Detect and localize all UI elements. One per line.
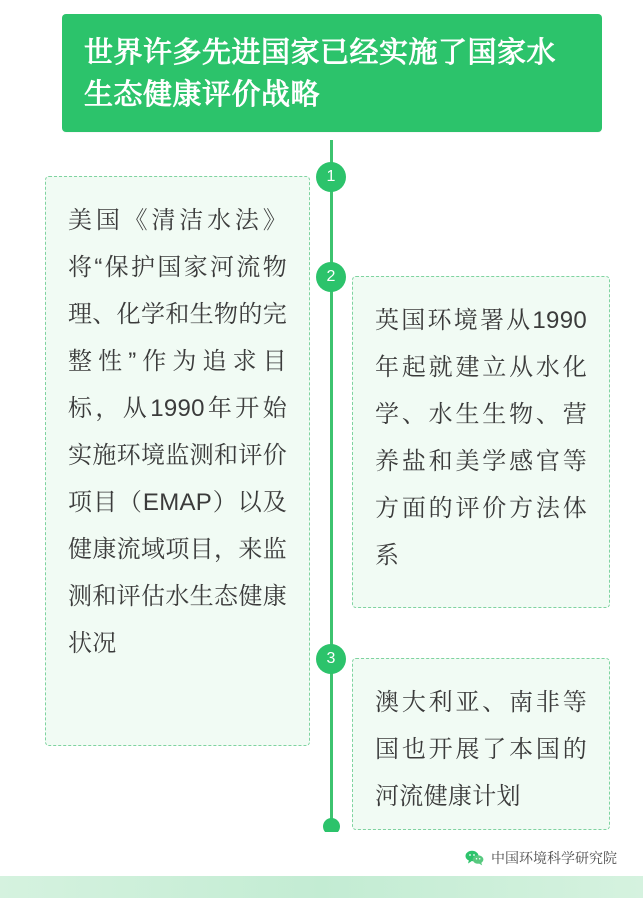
- timeline-card-1: [45, 176, 310, 746]
- page-title: 世界许多先进国家已经实施了国家水生态健康评价战略: [84, 37, 557, 111]
- footer-account: [465, 848, 617, 868]
- timeline-marker-1: 1: [316, 162, 346, 192]
- timeline-marker-2: 2: [316, 262, 346, 292]
- header-banner: [62, 14, 602, 132]
- timeline-marker-3: 3: [316, 644, 346, 674]
- footer-decorative-band: [0, 876, 643, 898]
- timeline-card-1-text: 美国《清洁水法》将“保护国家河流物理、化学和生物的完整性”作为追求目标，从1990年开始实施环境监测和评价项目（EMAP）以及健康流域项目，来监测和评估水生态健康状况: [68, 207, 287, 657]
- page-left-edge: [0, 0, 26, 898]
- timeline-card-2: [352, 276, 610, 608]
- page-footer: [0, 832, 643, 898]
- wechat-icon: [465, 850, 484, 866]
- timeline-card-3-text: 澳大利亚、南非等国也开展了本国的河流健康计划: [375, 689, 587, 810]
- timeline-card-2-text: 英国环境署从1990年起就建立从水化学、水生生物、营养盐和美学感官等方面的评价方法体系: [375, 307, 587, 569]
- timeline-card-3: [352, 658, 610, 830]
- page-right-edge: [617, 0, 643, 898]
- footer-account-name: 中国环境科学研究院: [491, 850, 617, 866]
- timeline-line: [330, 140, 333, 830]
